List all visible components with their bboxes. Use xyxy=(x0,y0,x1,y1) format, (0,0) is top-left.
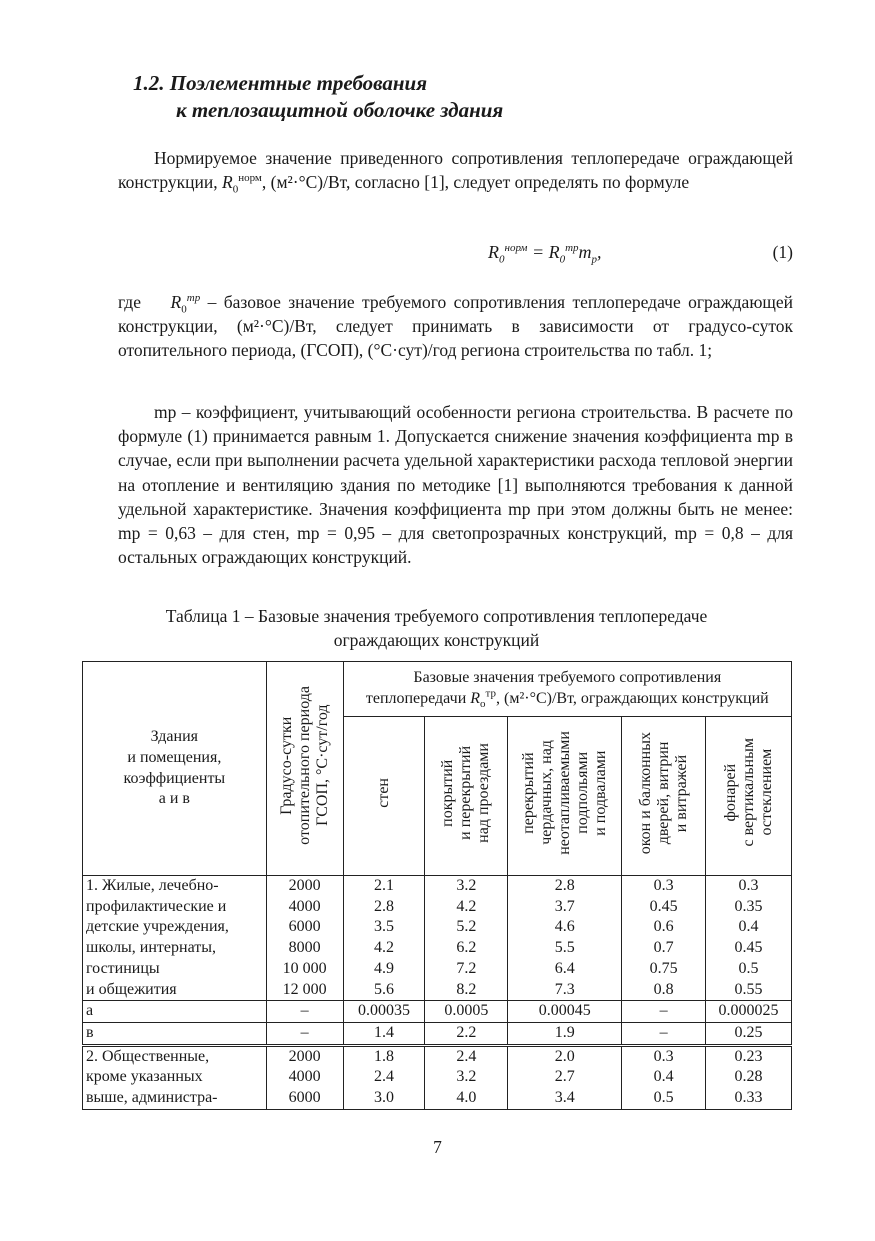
table-row-group2: 2. Общественные, кроме указанных выше, администра- 2000 4000 6000 1.8 2.4 3.0 2.4 3.2 4.0 2.0 2.7 3.4 0.3 0.4 0.5 0.23 0.28 0.33 xyxy=(83,1045,792,1109)
header-gsop: Градусо-сутки отопительного периода ГСОП, °С·сут/год xyxy=(266,662,343,876)
table-row-b: в – 1.4 2.2 1.9 – 0.25 xyxy=(83,1022,792,1045)
paragraph-intro: Нормируемое значение приведенного сопротивления теплопередаче ограждающей конструкции, $R_0^{норм}$, (м²·°С)/Вт, согласно [1], следует определять по формуле xyxy=(118,148,793,196)
header-attic-floors: перекрытий чердачных, над неотапливаемыми подпольями и подвалами xyxy=(508,717,622,876)
header-group: Базовые значения требуемого сопротивления теплопередачи $R_о^{тр}$, (м²·°С)/Вт, ограждающих конструкций xyxy=(343,662,791,717)
header-skylights: фонарей с вертикальным остеклением xyxy=(706,717,792,876)
table-row-a: а – 0.00035 0.0005 0.00045 – 0.000025 xyxy=(83,1001,792,1023)
header-buildings: Здания и помещения, коэффициенты а и в xyxy=(83,662,267,876)
table-caption: Таблица 1 – Базовые значения требуемого сопротивления теплопередаче ограждающих конструкций xyxy=(165,606,708,650)
header-roofs: покрытий и перекрытий над проездами xyxy=(425,717,508,876)
section-heading: 1.2. Поэлементные требования к теплозащитной оболочке здания xyxy=(133,71,504,122)
formula-number: (1) xyxy=(772,242,793,262)
formula-1: $R_0^{норм} = R_0^{тр}m_p$, (1) xyxy=(488,242,793,266)
table-1 xyxy=(82,661,792,1110)
header-windows: окон и балконных дверей, витрин и витражей xyxy=(622,717,706,876)
paragraph-definition-r: где $R_0^{mp}$ – базовое значение требуемого сопротивления теплопередаче ограждающей конструкции, (м²·°С)/Вт, следует принимать в зависимости от градусо-суток отопительного периода, (ГСОП), (°С·сут)/год региона строительства по табл. 1; xyxy=(118,292,794,361)
paragraph-definition-mp: mр – коэффициент, учитывающий особенности региона строительства. В расчете по формуле (1) принимается равным 1. Допускается снижение значения коэффициента mр в случае, если при выполнении расчета удельной характеристики расхода тепловой энергии на отопление и вентиляцию здания по методике [1] выполняются требования к данной удельной характеристике. Значения коэффициента mр при этом должны быть не менее: mр = 0,63 – для стен, mр = 0,95 – для светопрозрачных конструкций, mр = 0,8 – для остальных ограждающих конструкций. xyxy=(118,402,793,568)
page-number: 7 xyxy=(433,1137,442,1157)
table-row-group1: 1. Жилые, лечебно- профилактические и детские учреждения, школы, интернаты, гостиницы и общежития 2000 4000 6000 8000 10 000 12 000 2.1 2.8 3.5 4.2 4.9 5.6 3.2 4.2 5.2 6.2 7.2 8.2 2.8 3.7 4.6 5.5 6.4 7.3 0.3 0.45 0.6 0.7 0.75 0.8 0.3 0.35 0.4 0.45 0.5 0.55 xyxy=(83,876,792,1001)
header-walls: стен xyxy=(343,717,425,876)
